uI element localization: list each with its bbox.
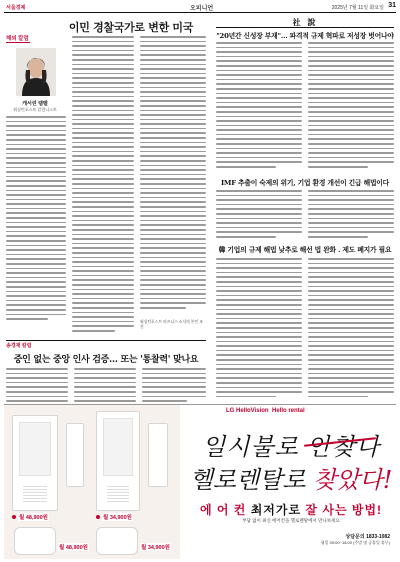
ad-product-panel: [4, 405, 180, 559]
paper-name: 서울경제: [6, 5, 26, 11]
sub-part-a: 에 어 컨: [199, 503, 251, 517]
editorial-label: 社 說: [292, 17, 318, 27]
page-header: [4, 2, 396, 12]
sub-part-c: 잘 사는 방법!: [305, 503, 383, 517]
brand-logo-hellovision: LG HelloVision: [226, 408, 269, 414]
ad-description: 부담 없이 최신 에어컨을 헬로렌탈에서 만나보세요: [242, 518, 340, 523]
aircon-unit: [96, 411, 140, 511]
columnist-portrait: [16, 48, 56, 96]
editorial2-body-b: [308, 190, 394, 238]
column-body-2: [72, 36, 134, 332]
columnist-name: 캐서린 램벨: [22, 101, 48, 107]
slogan2-part-a: 헬로렌탈로: [189, 466, 314, 494]
editorial3-body-b: [308, 258, 394, 397]
column-headline: 이민 경찰국가로 변한 미국: [68, 21, 194, 34]
aircon-unit: [12, 415, 58, 511]
advertisement: [4, 404, 396, 558]
ad-slogan-line2: [186, 460, 396, 495]
price-tag: 월 34,900원: [103, 515, 132, 521]
editorial1-body-a: [216, 42, 302, 168]
editorial2-body-a: [216, 190, 302, 238]
column2-tag: 송경재 칼럼: [6, 343, 32, 349]
header-divider: [4, 12, 396, 13]
column-kicker: 해외 칼럼: [6, 36, 29, 42]
sub-part-b: 최저가로: [250, 503, 306, 517]
kicker-underline: [6, 42, 30, 43]
editorial-headline-2: IMF 추출이 숙제의 위기, 기업 환경 개선이 긴급 해법이다: [220, 179, 390, 187]
section-divider: [6, 340, 206, 341]
aircon-unit: [96, 527, 138, 555]
price-tag: 월 34,900원: [141, 545, 170, 551]
column-body-3: [140, 36, 206, 309]
brand-logo-hellorental: Hello rental: [272, 408, 305, 414]
aircon-unit: [148, 423, 168, 487]
editorial-headline-1: "20년간 신성장 부재"… 파격적 규제 혁파로 저성장 벗어나야: [216, 32, 394, 40]
editorial3-body-a: [216, 258, 302, 397]
issue-date: 2025년 7월 11일 화요일: [331, 5, 384, 11]
ad-slogan-line1: 일시불로 안찾나: [202, 433, 380, 461]
ad-phone: 상담문의 1833-1082: [345, 534, 390, 540]
portrait-illustration: [16, 48, 56, 96]
column2-headline: 중인 없는 중앙 인사 검증… 또는 '통찰력' 맞나요: [13, 355, 199, 365]
column-body-1: [6, 116, 66, 320]
column2-body-2: [74, 368, 136, 402]
slogan2-part-b: 찾았다!: [313, 466, 393, 494]
aircon-unit: [14, 527, 56, 555]
price-tag: 월 48,900원: [19, 515, 48, 521]
column2-body-1: [6, 368, 68, 402]
section-name: 오피니언: [190, 6, 214, 12]
column2-body-3: [142, 368, 206, 402]
price-marker-dot: [96, 515, 100, 519]
editorial-divider: [216, 27, 394, 28]
price-marker-dot: [12, 515, 16, 519]
aircon-unit: [66, 423, 84, 487]
price-tag: 월 48,900원: [59, 545, 88, 551]
editorial1-body-b: [308, 42, 394, 168]
editorial-headline-3: 韓 기업의 규제 해법 낮추로 해선 법 완화 ․ 제도 폐지가 필요: [218, 246, 392, 254]
ad-hours: 평일 09:00~18:00 (주말 및 공휴일 휴무): [320, 540, 390, 545]
page-number: 31: [388, 2, 396, 9]
column-footnote: 워싱턴포스트 비즈니스 소식의 본인 조건: [140, 320, 203, 329]
ad-subheadline: [186, 501, 396, 518]
columnist-title: 워싱턴포스트 칼럼니스트: [13, 107, 57, 112]
